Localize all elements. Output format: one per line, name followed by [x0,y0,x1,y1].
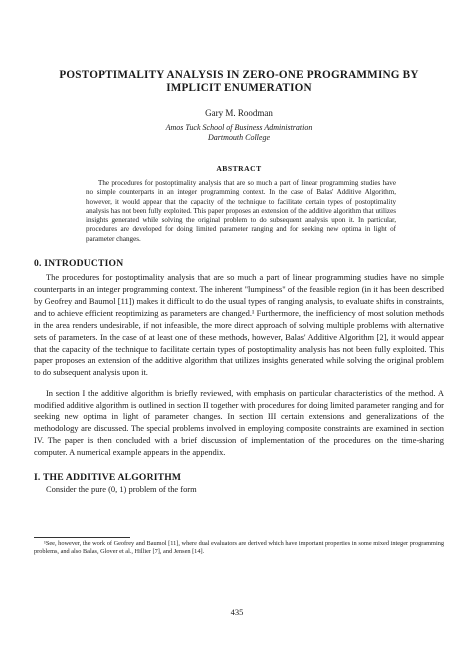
section-0-paragraph-1: The procedures for postoptimality analysis that are so much a part of linear programming studies have no simple counterparts in an integer programming context. The inherent "lumpiness" of the feasible region (in it has been described by Geofrey and Baumol [11]) makes it difficult to do the usual types of ranging analysis, to evaluate shifts in constraints, and to achieve efficient reoptimizing as parameters are changed.¹ Furthermore, the inefficiency of most solution methods in the area renders undesirable, if not infeasible, the more direct approach of solving multiple problems with alternative sets of parameters. In the case of at least one of these methods, however, Balas' Additive Algorithm [2], it would appear that the capacity of the technique to facilitate certain types of postoptimality analysis has not been fully exploited. This paper proposes an extension of the additive algorithm that utilizes insights generated while solving the original problem to do subsequent analysis upon it. [34,272,444,378]
footnote: ¹See, however, the work of Geofrey and Baumol [11], where dual evaluators are derived which have important properties in some mixed integer programming problems, and also Balas, Glover et al., Hillier [7], and Jensen [14]. [34,540,444,556]
abstract-body: The procedures for postoptimality analysis that are so much a part of linear programming studies have no simple counterparts in an integer programming context. In the case of Balas' Additive Algorithm, however, it would appear that the capacity of the technique to facilitate certain types of postoptimality analysis has not been fully exploited. This paper proposes an extension of the additive algorithm that utilizes insights generated while solving the original problem to do subsequent analysis upon it. In particular, procedures are developed for doing limited parameter ranging and for seeking new optima in light of parameter changes. [86,179,396,243]
affiliation-line-2: Dartmouth College [208,133,270,142]
section-1-heading: I. THE ADDITIVE ALGORITHM [34,472,182,484]
footnote-divider [34,537,130,538]
author-affiliation [34,123,444,143]
abstract-heading: ABSTRACT [216,164,262,173]
paper-title [34,0,444,95]
title-line-2: IMPLICIT ENUMERATION [166,82,312,94]
affiliation-line-1: Amos Tuck School of Business Administration [165,123,313,132]
section-1-text: Consider the pure (0, 1) problem of the form [46,484,197,495]
author-name: Gary M. Roodman [205,108,273,118]
page-number: 435 [230,607,244,617]
section-0-heading: 0. INTRODUCTION [34,258,124,270]
section-0-paragraph-2: In section I the additive algorithm is briefly reviewed, with emphasis on particular characteristics of the method. A modified additive algorithm is outlined in section II together with procedures for doing limited parameter ranging and for seeking new optima in light of parameter changes. In section III certain extensions and generalizations of the methodology are discussed. The special problems involved in employing composite constraints are examined in section IV. The paper is then concluded with a brief discussion of implementation of the procedures on the time-sharing computer. A numerical example appears in the appendix. [34,387,444,458]
title-line-1: POSTOPTIMALITY ANALYSIS IN ZERO-ONE PROGRAMMING BY [59,69,419,81]
